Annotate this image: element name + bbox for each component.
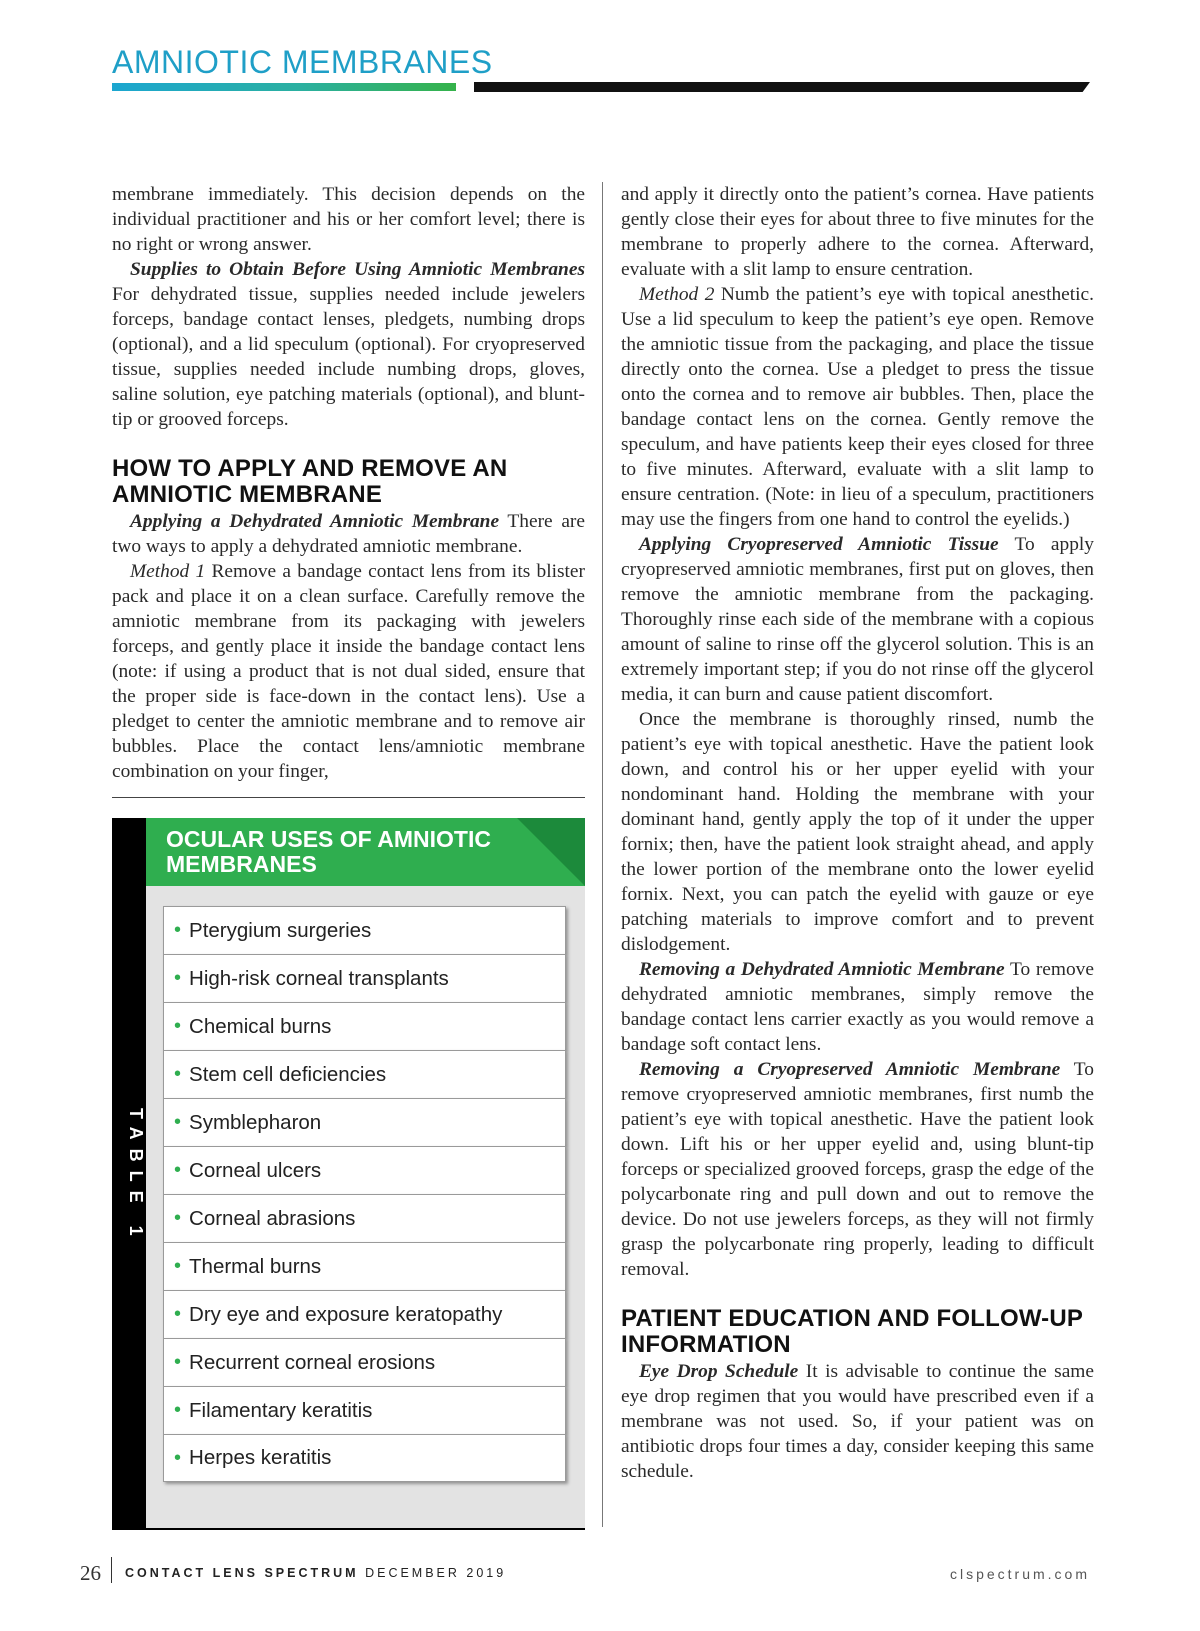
section-title: AMNIOTIC MEMBRANES	[112, 44, 493, 80]
paragraph-text: To remove dehydrated amniotic membranes, simply remove the bandage contact lens carrier exactly as you would remove a bandage soft contact lens.	[621, 959, 1094, 1055]
bullet-icon: •	[174, 1111, 182, 1133]
section-heading: PATIENT EDUCATION AND FOLLOW-UP INFORMATION	[621, 1305, 1083, 1358]
list-item	[163, 1386, 566, 1434]
issue-date: DECEMBER 2019	[358, 1566, 507, 1580]
table-header-corner	[517, 818, 585, 886]
bullet-icon: •	[174, 1303, 182, 1325]
paragraph-text: To remove cryopreserved amniotic membranes, first numb the patient’s eye with topical anesthetic. Have the patient look down. Lift his or her upper eyelid and, using blunt-tip forceps or specialized grooved forceps, grasp the edge of the polycarbonate ring and pull down and out to remove the device. Do not use jewelers forceps, as they will not firmly grasp the polycarbonate ring properly, leading to difficult removal.	[621, 1059, 1094, 1280]
paragraph-text: It is advisable to continue the same eye drop regimen that you would have prescribed even if a membrane was not used. So, if your patient was on antibiotic drops four times a day, consider keeping this same schedule.	[621, 1361, 1094, 1482]
table-label: TABLE 1	[126, 1108, 146, 1245]
method-label: Method 2	[639, 284, 715, 305]
list-item	[163, 1002, 566, 1050]
left-column	[112, 182, 585, 784]
paragraph: membrane immediately. This decision depends on the individual practitioner and his or her comfort level; there is no right or wrong answer.	[112, 184, 585, 255]
paragraph	[621, 282, 1094, 532]
paragraph: and apply it directly onto the patient’s cornea. Have patients gently close their eyes for about three to five minutes for the membrane to properly adhere to the cornea. Afterward, evaluate with a slit lamp to ensure centration.	[621, 184, 1094, 280]
table-side-tab	[112, 818, 146, 1530]
page-number: 26	[80, 1561, 101, 1585]
bullet-icon: •	[174, 1015, 182, 1037]
paragraph	[112, 257, 585, 432]
list-item	[163, 954, 566, 1002]
list-item-label: Stem cell deficiencies	[189, 1062, 387, 1086]
column-divider	[602, 182, 603, 1527]
run-in-heading: Removing a Dehydrated Amniotic Membrane	[639, 959, 1005, 980]
paragraph	[112, 509, 585, 559]
paragraph	[621, 532, 1094, 707]
paragraph: Once the membrane is thoroughly rinsed, numb the patient’s eye with topical anesthetic. Have the patient look down, and control his or her upper eyelid with your nondominant hand. Holding the membrane with your dominant hand, gently apply the top of it under the upper fornix; then, have the patient look straight ahead, and apply the lower portion of the membrane onto the lower eyelid fornix. Next, you can patch the eyelid with gauze or eye patching materials to improve comfort and to prevent dislodgement.	[621, 709, 1094, 955]
bullet-icon: •	[174, 1351, 182, 1373]
header-rule	[474, 82, 1090, 92]
list-item-label: Corneal ulcers	[189, 1158, 322, 1182]
list-item-label: Dry eye and exposure keratopathy	[189, 1302, 503, 1326]
table-header	[146, 818, 585, 886]
paragraph	[621, 1057, 1094, 1282]
run-in-heading: Applying a Dehydrated Amniotic Membrane	[130, 511, 500, 532]
list-item	[163, 1242, 566, 1290]
list-item-label: Corneal abrasions	[189, 1206, 356, 1230]
list-item	[163, 1194, 566, 1242]
list-item-label: Filamentary keratitis	[189, 1398, 373, 1422]
run-in-heading: Supplies to Obtain Before Using Amniotic Membranes	[130, 259, 585, 280]
list-item-label: Recurrent corneal erosions	[189, 1350, 436, 1374]
website-url: clspectrum.com	[949, 1566, 1090, 1582]
method-label: Method 1	[130, 561, 206, 582]
table-title: OCULAR USES OF AMNIOTIC MEMBRANES	[166, 826, 491, 877]
section-title-underline	[112, 83, 456, 91]
list-item-label: Thermal burns	[189, 1254, 322, 1278]
list-item-label: Chemical burns	[189, 1014, 332, 1038]
paragraph	[621, 1359, 1094, 1484]
magazine-title: CONTACT LENS SPECTRUM	[125, 1566, 359, 1580]
list-item	[163, 1290, 566, 1338]
right-column	[621, 182, 1094, 1484]
run-in-heading: Applying Cryopreserved Amniotic Tissue	[639, 534, 999, 555]
list-item	[163, 1338, 566, 1386]
bullet-icon: •	[174, 1063, 182, 1085]
paragraph	[621, 957, 1094, 1057]
paragraph-text: Numb the patient’s eye with topical anesthetic. Use a lid speculum to keep the patient’s eye open. Remove the amniotic tissue from the packaging, and place the tissue directly onto the cornea. Use a pledget to press the tissue onto the cornea and to remove air bubbles. Then, place the bandage contact lens on the cornea. Gently remove the speculum, and have patients keep their eyes closed for three to five minutes. Afterward, evaluate with a slit lamp to ensure centration. (Note: in lieu of a speculum, practitioners may use the fingers from one hand to control the eyelids.)	[621, 284, 1094, 530]
list-item	[163, 1098, 566, 1146]
table-top-rule	[112, 797, 585, 798]
list-item-label: Symblepharon	[189, 1110, 322, 1134]
bullet-icon: •	[174, 1399, 182, 1421]
bullet-icon: •	[174, 1159, 182, 1181]
bullet-icon: •	[174, 1207, 182, 1229]
table-box	[146, 818, 585, 1530]
list-item	[163, 1050, 566, 1098]
paragraph-text: To apply cryopreserved amniotic membranes, first put on gloves, then remove the amniotic membrane from the packaging. Thoroughly rinse each side of the membrane with a copious amount of saline to rinse off the glycerol solution. This is an extremely important step; if you do not rinse off the glycerol media, it can burn and cause patient discomfort.	[621, 534, 1094, 705]
bullet-icon: •	[174, 1255, 182, 1277]
run-in-heading: Removing a Cryopreserved Amniotic Membrane	[639, 1059, 1061, 1080]
list-item	[163, 1146, 566, 1194]
list-item-label: Herpes keratitis	[189, 1446, 332, 1469]
bullet-icon: •	[174, 1446, 182, 1469]
list-item-label: High-risk corneal transplants	[189, 966, 449, 990]
paragraph-text: Remove a bandage contact lens from its blister pack and place it on a clean surface. Carefully remove the amniotic membrane from its packaging with jewelers forceps, and gently place it inside the bandage contact lens (note: if using a product that is not dual sided, ensure that the proper side is face-down in the contact lens). Use a pledget to center the amniotic membrane and to remove air bubbles. Place the contact lens/amniotic membrane combination on your finger,	[112, 561, 585, 782]
list-item	[163, 1434, 566, 1482]
run-in-heading: Eye Drop Schedule	[639, 1361, 799, 1382]
list-item	[163, 906, 566, 954]
paragraph-text: There are two ways to apply a dehydrated amniotic membrane.	[112, 511, 585, 557]
bullet-icon: •	[174, 967, 182, 989]
paragraph	[112, 559, 585, 784]
paragraph-text: For dehydrated tissue, supplies needed include jewelers forceps, bandage contact lenses, pledgets, numbing drops (optional), and a lid speculum (optional). For cryopreserved tissue, supplies needed include numbing drops, gloves, saline solution, eye patching materials (optional), and blunt-tip or grooved forceps.	[112, 284, 585, 430]
bullet-icon: •	[174, 919, 182, 941]
footer-divider	[111, 1557, 112, 1583]
section-heading: HOW TO APPLY AND REMOVE AN AMNIOTIC MEMBRANE	[112, 455, 508, 508]
list-item-label: Pterygium surgeries	[189, 918, 372, 942]
magazine-name	[125, 1566, 506, 1580]
table-list	[163, 906, 566, 1482]
